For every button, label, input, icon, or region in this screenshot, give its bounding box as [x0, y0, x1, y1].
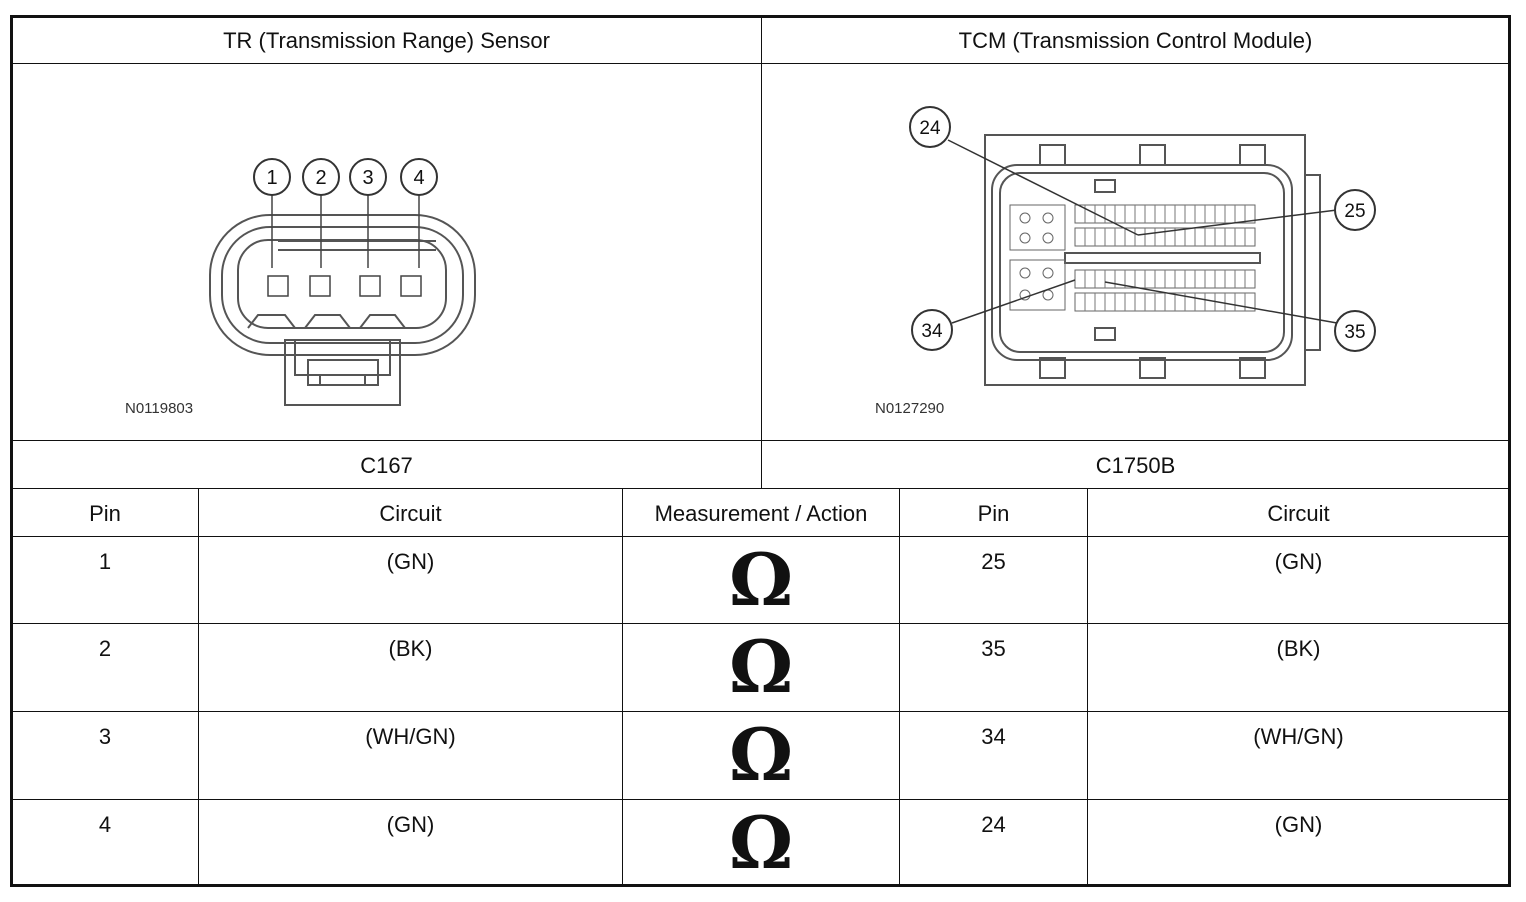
circuit-right-cell: (WH/GN) [1253, 724, 1344, 749]
circuit-left-cell: (GN) [386, 549, 435, 574]
divider [761, 17, 762, 488]
circuit-left-cell: (BK) [388, 636, 433, 661]
connector-id-left: C167 [360, 453, 413, 478]
pin-callout-label: 4 [413, 167, 425, 189]
ohm-icon: Ω [728, 537, 794, 622]
pin-left-cell: 3 [98, 724, 112, 749]
circuit-left-cell: (GN) [386, 812, 435, 837]
pin-callout-label: 34 [921, 321, 943, 342]
circuit-right-cell: (BK) [1276, 636, 1321, 661]
pin-callout-label: 3 [362, 167, 374, 189]
pin-right-cell: 34 [981, 724, 1006, 749]
tcm-title: TCM (Transmission Control Module) [958, 28, 1313, 53]
pin-callout-label: 2 [315, 167, 327, 189]
header-circuit-right: Circuit [1267, 501, 1330, 526]
header-measurement: Measurement / Action [654, 501, 868, 526]
circuit-left-cell: (WH/GN) [365, 724, 456, 749]
ohm-icon: Ω [728, 624, 794, 709]
pin-left-cell: 2 [98, 636, 112, 661]
divider [12, 488, 1509, 489]
pin-callout-label: 35 [1344, 322, 1366, 343]
pin-right-cell: 35 [981, 636, 1006, 661]
tcm-image-code: N0127290 [875, 400, 945, 417]
pin-left-cell: 1 [98, 549, 112, 574]
pin-callout-label: 1 [266, 167, 278, 189]
circuit-right-cell: (GN) [1274, 812, 1323, 837]
connector-id-right: C1750B [1095, 453, 1176, 478]
divider [622, 488, 623, 885]
ohm-icon: Ω [728, 800, 794, 885]
tr-image-code: N0119803 [125, 400, 194, 417]
pin-right-cell: 24 [981, 812, 1006, 837]
pin-callout-label: 24 [919, 118, 941, 139]
pin-right-cell: 25 [981, 549, 1006, 574]
pin-callout-label: 25 [1344, 201, 1366, 222]
ohm-icon: Ω [728, 712, 794, 797]
circuit-right-cell: (GN) [1274, 549, 1323, 574]
tr-sensor-title: TR (Transmission Range) Sensor [223, 28, 550, 53]
header-pin-right: Pin [977, 501, 1010, 526]
pin-left-cell: 4 [98, 812, 112, 837]
header-pin-left: Pin [89, 501, 121, 526]
header-circuit-left: Circuit [379, 501, 442, 526]
tcm-connector-drawing [900, 100, 1390, 400]
tr-sensor-connector-drawing [200, 150, 500, 420]
